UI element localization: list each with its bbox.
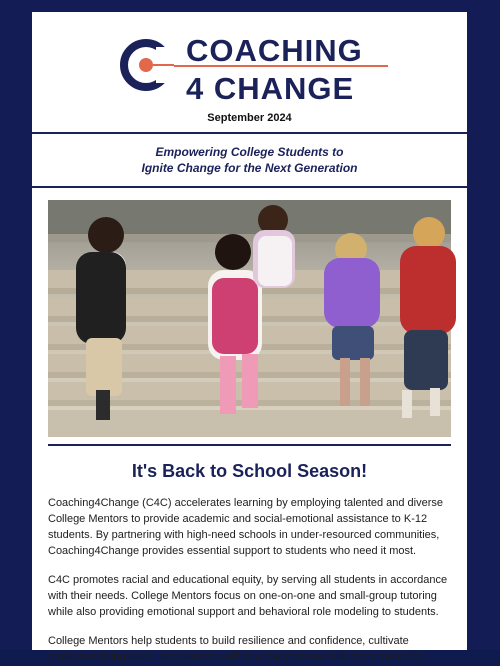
- hero-divider: [48, 444, 451, 446]
- newsletter-sheet: [32, 12, 467, 663]
- children-running-to-school-photo: [48, 200, 451, 437]
- tagline: [32, 134, 467, 186]
- article-title: It's Back to School Season!: [131, 461, 368, 482]
- tagline-line-2: Ignite Change for the Next Generation: [141, 161, 358, 176]
- logo-line-2: 4 CHANGE: [186, 71, 355, 106]
- coaching4change-logo: [118, 35, 388, 115]
- tagline-divider: [32, 186, 467, 188]
- logo-line-1: COACHING: [186, 33, 363, 68]
- logo-mark-icon: [118, 37, 174, 93]
- article-paragraph-1: Coaching4Change (C4C) accelerates learning by employing talented and diverse College Mentors to provide academic and social-emotional assistance to K-12 students. By partnering with high-need schools in under-resourced communities, Coaching4Change provides essential support to students who need it most.: [48, 497, 444, 558]
- issue-date: September 2024: [207, 112, 292, 124]
- article-paragraph-2: C4C promotes racial and educational equity, by serving all students in accordance with their needs. College Mentors focus on one-on-one and small-group tutoring while also providing emotional support and behavioral role modeling to students.: [48, 574, 448, 618]
- newsletter-header: [32, 12, 467, 132]
- article-paragraph-3: College Mentors help students to build resilience and confidence, cultivate problem-solving skills, and practice self-advocacy; these skills translate to the: [48, 634, 425, 663]
- hero-image: [48, 200, 451, 437]
- newsletter-content: [32, 200, 467, 665]
- tagline-line-1: Empowering College Students to: [155, 145, 344, 159]
